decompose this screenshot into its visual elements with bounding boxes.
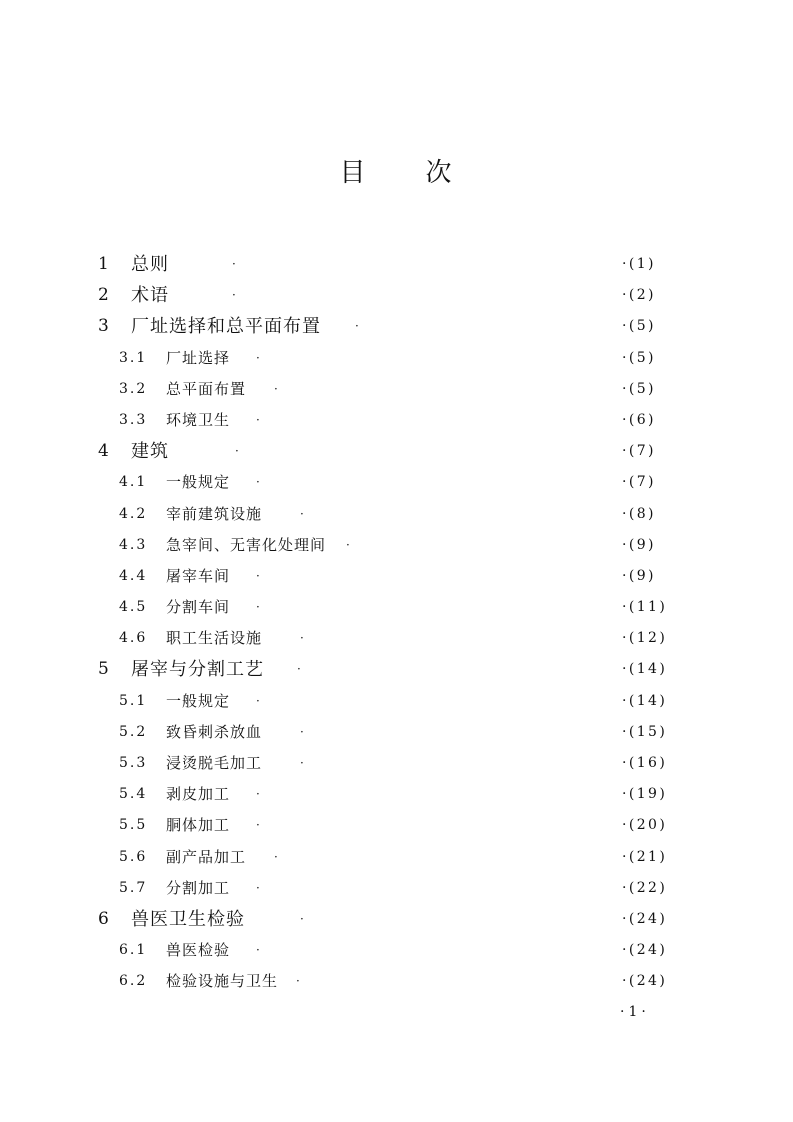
toc-entry[interactable] bbox=[0, 405, 793, 436]
dot-leader: · bbox=[355, 319, 359, 334]
toc-entry-page: ·(19) bbox=[622, 786, 668, 803]
toc-entry-number: 6.2 bbox=[119, 973, 148, 990]
toc-entry[interactable] bbox=[0, 249, 793, 280]
toc-entry-page: ·(7) bbox=[622, 443, 656, 460]
toc-entry[interactable] bbox=[0, 561, 793, 592]
toc-entry-title: 胴体加工 bbox=[166, 816, 231, 835]
toc-entry-page: ·(15) bbox=[622, 723, 668, 740]
toc-entry-page: ·(5) bbox=[622, 349, 656, 366]
toc-entry-number: 6 bbox=[98, 908, 109, 929]
toc-entry-number: 3 bbox=[98, 316, 109, 337]
toc-entry[interactable] bbox=[0, 499, 793, 530]
toc-entry[interactable] bbox=[0, 966, 793, 997]
dot-leader: · bbox=[256, 943, 260, 958]
toc-entry-number: 5.7 bbox=[119, 879, 148, 896]
toc-entry-page: ·(1) bbox=[622, 256, 656, 272]
toc-entry-title: 一般规定 bbox=[166, 691, 231, 710]
toc-entry[interactable] bbox=[0, 374, 793, 405]
toc-entry-page: ·(24) bbox=[622, 910, 668, 927]
toc-entry[interactable] bbox=[0, 842, 793, 873]
dot-leader: · bbox=[300, 506, 304, 521]
dot-leader: · bbox=[232, 257, 236, 271]
toc-entry-title: 职工生活设施 bbox=[166, 629, 263, 648]
toc-entry-page: ·(9) bbox=[622, 536, 656, 553]
toc-entry-page: ·(14) bbox=[622, 661, 668, 678]
toc-entry-number: 4.6 bbox=[119, 630, 148, 647]
dot-leader: · bbox=[297, 662, 301, 677]
dot-leader: · bbox=[274, 849, 278, 864]
toc-entry-page: ·(7) bbox=[622, 474, 656, 491]
page-title bbox=[0, 152, 793, 189]
toc-entry[interactable] bbox=[0, 779, 793, 810]
dot-leader: · bbox=[256, 600, 260, 615]
toc-entry-title: 术语 bbox=[131, 285, 169, 307]
toc-entry-page: ·(6) bbox=[622, 411, 656, 428]
dot-leader: · bbox=[256, 475, 260, 490]
toc-entry[interactable] bbox=[0, 343, 793, 374]
toc-entry-title: 浸烫脱毛加工 bbox=[166, 754, 263, 772]
toc-entry-number: 4.3 bbox=[119, 536, 148, 553]
dot-leader: · bbox=[232, 288, 236, 303]
toc-entry-title: 建筑 bbox=[131, 441, 169, 463]
toc-entry[interactable] bbox=[0, 686, 793, 717]
dot-leader: · bbox=[274, 381, 278, 396]
toc-entry[interactable] bbox=[0, 467, 793, 498]
toc-entry-number: 5.1 bbox=[119, 692, 148, 709]
toc-entry[interactable] bbox=[0, 592, 793, 623]
toc-entry-page: ·(22) bbox=[622, 879, 668, 896]
dot-leader: · bbox=[256, 568, 260, 583]
toc-entry[interactable] bbox=[0, 311, 793, 342]
toc-entry-page: ·(21) bbox=[622, 848, 668, 865]
dot-leader: · bbox=[256, 787, 260, 802]
toc-entry-number: 1 bbox=[98, 254, 109, 274]
toc-entry-page: ·(2) bbox=[622, 287, 656, 304]
toc-entry-number: 5.2 bbox=[119, 723, 148, 740]
toc-entry-title: 致昏刺杀放血 bbox=[166, 722, 263, 741]
toc-entry-page: ·(20) bbox=[622, 817, 668, 834]
toc-entry[interactable] bbox=[0, 748, 793, 779]
toc-entry-number: 3.2 bbox=[119, 380, 148, 397]
toc-entry-number: 5 bbox=[98, 659, 109, 680]
toc-entry-title: 宰前建筑设施 bbox=[166, 504, 263, 523]
dot-leader: · bbox=[256, 350, 260, 365]
toc-entry[interactable] bbox=[0, 530, 793, 561]
toc-entry-number: 4.5 bbox=[119, 599, 148, 616]
toc-entry-title: 屠宰与分割工艺 bbox=[131, 659, 264, 681]
toc-entry-number: 5.4 bbox=[119, 786, 148, 803]
toc-entry[interactable] bbox=[0, 873, 793, 904]
toc-entry-title: 副产品加工 bbox=[166, 847, 247, 866]
toc-entry-page: ·(24) bbox=[622, 973, 668, 990]
toc-entry-number: 3.3 bbox=[119, 411, 148, 428]
toc-entry-title: 分割车间 bbox=[166, 598, 231, 617]
toc-entry-page: ·(8) bbox=[622, 505, 656, 522]
toc-entry-title: 急宰间、无害化处理间 bbox=[166, 535, 327, 554]
toc-entry[interactable] bbox=[0, 717, 793, 748]
toc-entry-number: 6.1 bbox=[119, 942, 148, 959]
toc-entry[interactable] bbox=[0, 810, 793, 841]
toc-entry-title: 厂址选择和总平面布置 bbox=[131, 316, 321, 338]
toc-entry-number: 4.2 bbox=[119, 505, 148, 522]
dot-leader: · bbox=[300, 724, 304, 739]
toc-entry-title: 总则 bbox=[131, 254, 169, 275]
toc-entry-number: 4.4 bbox=[119, 567, 148, 584]
toc-entry-number: 5.6 bbox=[119, 848, 148, 865]
toc-entry-page: ·(24) bbox=[622, 942, 668, 959]
toc-entry-number: 5.5 bbox=[119, 817, 148, 834]
toc-entry[interactable] bbox=[0, 436, 793, 467]
toc-entry-page: ·(5) bbox=[622, 380, 656, 397]
toc-entry-title: 分割加工 bbox=[166, 878, 231, 897]
toc-entry-page: ·(9) bbox=[622, 567, 656, 584]
toc-entry-page: ·(14) bbox=[622, 692, 668, 709]
toc-entry-title: 屠宰车间 bbox=[166, 566, 231, 585]
title-part-2: 次 bbox=[425, 158, 454, 188]
dot-leader: · bbox=[300, 756, 304, 770]
dot-leader: · bbox=[296, 974, 300, 989]
dot-leader: · bbox=[346, 537, 350, 552]
title-part-1: 目 bbox=[339, 158, 368, 188]
dot-leader: · bbox=[256, 412, 260, 427]
toc-entry-page: ·(5) bbox=[622, 318, 656, 335]
toc-entry-number: 3.1 bbox=[119, 349, 148, 366]
toc-entry-title: 厂址选择 bbox=[166, 348, 231, 367]
toc-entry-number: 5.3 bbox=[119, 755, 148, 771]
dot-leader: · bbox=[256, 818, 260, 833]
toc-entry-page: ·(11) bbox=[622, 599, 668, 616]
toc-entry[interactable] bbox=[0, 280, 793, 311]
toc-entry-title: 兽医检验 bbox=[166, 941, 231, 960]
dot-leader: · bbox=[300, 631, 304, 646]
toc-entry[interactable] bbox=[0, 935, 793, 966]
dot-leader: · bbox=[235, 444, 239, 459]
toc-entry-title: 一般规定 bbox=[166, 473, 231, 492]
footer-page-number: ·1· bbox=[620, 1004, 650, 1020]
dot-leader: · bbox=[300, 911, 304, 926]
toc-entry-title: 检验设施与卫生 bbox=[166, 972, 279, 991]
toc-entry-title: 总平面布置 bbox=[166, 379, 247, 398]
toc-entry-number: 4 bbox=[98, 441, 109, 462]
toc-entry-page: ·(16) bbox=[622, 755, 668, 771]
toc-entry-title: 兽医卫生检验 bbox=[131, 908, 245, 930]
toc-entry-title: 剥皮加工 bbox=[166, 785, 231, 804]
dot-leader: · bbox=[256, 693, 260, 708]
toc-entry-title: 环境卫生 bbox=[166, 410, 231, 429]
toc-entry[interactable] bbox=[0, 623, 793, 654]
dot-leader: · bbox=[256, 880, 260, 895]
toc-entry-number: 4.1 bbox=[119, 474, 148, 491]
table-of-contents bbox=[0, 249, 793, 998]
toc-entry[interactable] bbox=[0, 904, 793, 935]
toc-entry[interactable] bbox=[0, 654, 793, 685]
toc-entry-number: 2 bbox=[98, 285, 109, 306]
toc-entry-page: ·(12) bbox=[622, 630, 668, 647]
